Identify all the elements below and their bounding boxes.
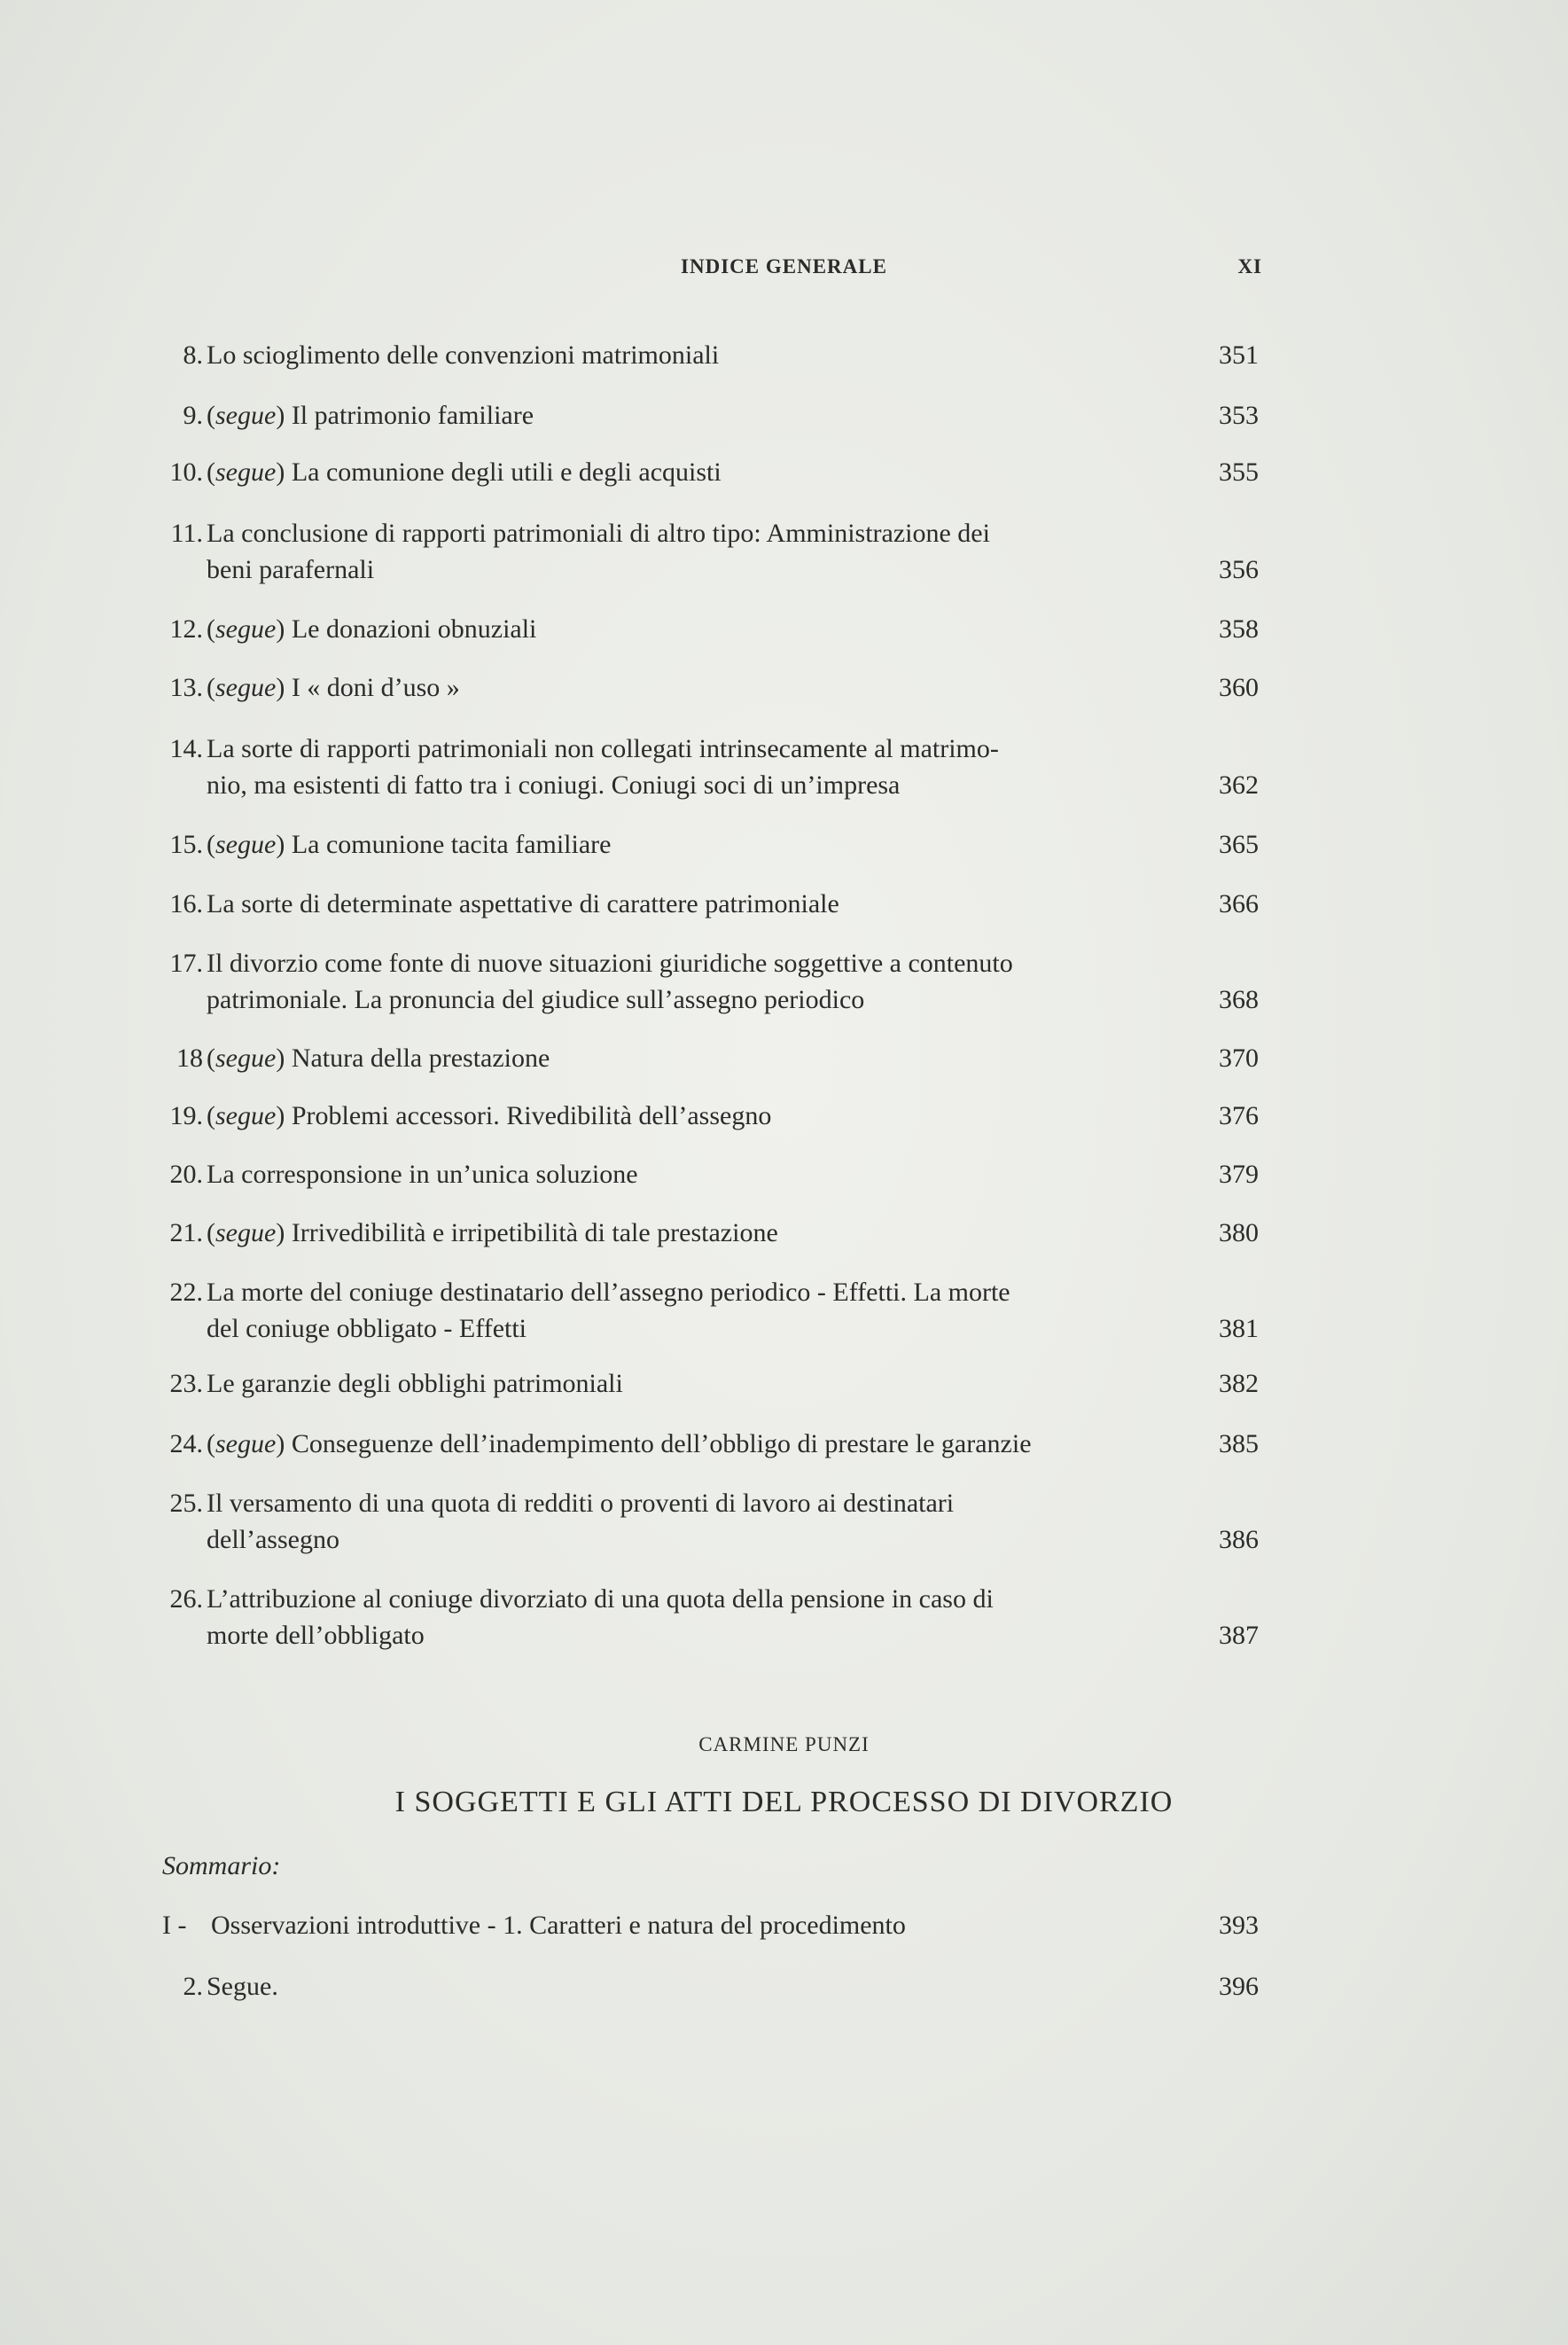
entry-text: La sorte di rapporti patrimoniali non collegati intrinsecamente al matrimo-	[207, 734, 999, 763]
entry-text: La comunione degli utili e degli acquisti	[291, 457, 722, 487]
entry-page-number: 365	[1219, 830, 1259, 859]
entry-text-line: (segue) Il patrimonio familiare	[207, 401, 534, 430]
entry-text: del coniuge obbligato - Effetti	[207, 1314, 527, 1343]
entry-page-number: 356	[1219, 555, 1259, 584]
entry-text: Segue.	[207, 1972, 278, 2001]
entry-text-line	[207, 1968, 1190, 2005]
entry-number: 8.	[183, 340, 203, 370]
entry-page-number: 376	[1219, 1101, 1259, 1130]
segue-label: segue	[215, 1429, 277, 1458]
entry-number: 14.	[169, 734, 203, 763]
entry-text: Conseguenze dell’inadempimento dell’obbligo di prestare le garanzie	[291, 1429, 1032, 1458]
entry-text-line	[207, 1617, 1190, 1653]
entry-text-line	[207, 1310, 1190, 1347]
entry-page-number: 368	[1219, 985, 1259, 1014]
entry-page-number: 396	[1219, 1972, 1259, 2001]
entry-text-line	[207, 551, 1190, 588]
entry-text-line	[207, 337, 1190, 373]
entry-number: 16.	[169, 889, 203, 918]
entry-text-line	[211, 1907, 1195, 1943]
entry-text-line	[207, 1365, 1190, 1402]
entry-text-line	[207, 886, 1190, 922]
segue-label: segue	[215, 830, 277, 859]
entry-number: 26.	[169, 1584, 203, 1614]
entry-text: Le donazioni obnuziali	[291, 614, 537, 644]
entry-text-line: (segue) La comunione degli utili e degli acquisti	[207, 457, 722, 487]
entry-text-line	[207, 981, 1190, 1018]
entry-text: La comunione tacita familiare	[291, 830, 612, 859]
entry-page-number: 366	[1219, 889, 1259, 918]
entry-text-line	[207, 731, 1190, 767]
entry-number: 2.	[183, 1972, 203, 2001]
entry-number: 23.	[169, 1369, 203, 1398]
entry-text: Il divorzio come fonte di nuove situazioni giuridiche soggettive a contenuto	[207, 949, 1013, 978]
entry-number: 10.	[169, 457, 203, 487]
entry-page-number: 351	[1219, 340, 1259, 370]
entry-page-number: 386	[1219, 1525, 1259, 1554]
segue-label: segue	[215, 1044, 277, 1073]
entry-text: Irrivedibilità e irripetibilità di tale prestazione	[291, 1218, 778, 1247]
entry-number: 11.	[170, 519, 203, 548]
entry-number: 9.	[183, 401, 203, 430]
entry-page-number: 382	[1219, 1369, 1259, 1398]
entry-number: 12.	[169, 614, 203, 644]
entry-number: 24.	[169, 1429, 203, 1458]
entry-page-number: 379	[1219, 1160, 1259, 1189]
entry-number: 17.	[169, 949, 203, 978]
entry-text-line: (segue) Natura della prestazione	[207, 1044, 550, 1073]
segue-label: segue	[215, 673, 277, 702]
entry-text: Le garanzie degli obblighi patrimoniali	[207, 1369, 623, 1398]
entry-number: 22.	[169, 1278, 203, 1307]
entry-text: La sorte di determinate aspettative di carattere patrimoniale	[207, 889, 839, 918]
section-author: CARMINE PUNZI	[698, 1733, 870, 1755]
entry-page-number: 362	[1219, 770, 1259, 800]
entry-page-number: 370	[1219, 1044, 1259, 1073]
entry-text: morte dell’obbligato	[207, 1621, 425, 1650]
entry-number: 13.	[169, 673, 203, 702]
entry-number: I -	[162, 1911, 187, 1940]
entry-text-line	[207, 1274, 1190, 1310]
entry-text-line: (segue) Le donazioni obnuziali	[207, 614, 537, 644]
entry-number: 19.	[169, 1101, 203, 1130]
entry-text: La corresponsione in un’unica soluzione	[207, 1160, 638, 1189]
entry-text: Osservazioni introduttive - 1. Caratteri e natura del procedimento	[211, 1911, 906, 1940]
entry-page-number: 358	[1219, 614, 1259, 644]
entry-text-line: (segue) Irrivedibilità e irripetibilità di tale prestazione	[207, 1218, 778, 1247]
entry-text: Lo scioglimento delle convenzioni matrimoniali	[207, 340, 720, 370]
entry-text: La morte del coniuge destinatario dell’assegno periodico - Effetti. La morte	[207, 1278, 1010, 1307]
entry-page-number: 385	[1219, 1429, 1259, 1458]
entry-page-number: 360	[1219, 673, 1259, 702]
summary-label: Sommario:	[162, 1851, 281, 1880]
running-header-title: INDICE GENERALE	[681, 255, 887, 277]
section-title: I SOGGETTI E GLI ATTI DEL PROCESSO DI DIVORZIO	[394, 1786, 1174, 1818]
entry-text: nio, ma esistenti di fatto tra i coniugi. Coniugi soci di un’impresa	[207, 770, 901, 800]
entry-page-number: 380	[1219, 1218, 1259, 1247]
segue-label: segue	[215, 614, 277, 644]
entry-page-number: 355	[1219, 457, 1259, 487]
entry-number: 18	[176, 1044, 203, 1073]
entry-page-number: 393	[1219, 1911, 1259, 1940]
entry-text-line: (segue) I « doni d’uso »	[207, 673, 460, 702]
segue-label: segue	[215, 1101, 277, 1130]
entry-text: L’attribuzione al coniuge divorziato di una quota della pensione in caso di	[207, 1584, 994, 1614]
entry-text: patrimoniale. La pronuncia del giudice sull’assegno periodico	[207, 985, 865, 1014]
entry-text-line	[207, 945, 1190, 981]
entry-text-line: (segue) Problemi accessori. Rivedibilità dell’assegno	[207, 1101, 772, 1130]
entry-text-line: (segue) La comunione tacita familiare	[207, 830, 612, 859]
entry-text: Problemi accessori. Rivedibilità dell’assegno	[291, 1101, 772, 1130]
entry-text: beni parafernali	[207, 555, 375, 584]
segue-label: segue	[215, 401, 277, 430]
entry-text: I « doni d’uso »	[291, 673, 460, 702]
entry-text-line	[207, 1521, 1190, 1558]
segue-label: segue	[215, 1218, 277, 1247]
entry-page-number: 381	[1219, 1314, 1259, 1343]
entry-text: Natura della prestazione	[291, 1044, 550, 1073]
entry-text: dell’assegno	[207, 1525, 339, 1554]
segue-label: segue	[215, 457, 277, 487]
entry-number: 25.	[169, 1489, 203, 1518]
entry-page-number: 387	[1219, 1621, 1259, 1650]
entry-text-line	[207, 1485, 1190, 1521]
entry-text-line	[207, 515, 1190, 551]
entry-text-line	[207, 1581, 1190, 1617]
entry-text-line	[207, 1156, 1190, 1192]
entry-text: La conclusione di rapporti patrimoniali di altro tipo: Amministrazione dei	[207, 519, 990, 548]
entry-number: 21.	[169, 1218, 203, 1247]
entry-text: Il versamento di una quota di redditi o proventi di lavoro ai destinatari	[207, 1489, 955, 1518]
entry-page-number: 353	[1219, 401, 1259, 430]
entry-number: 15.	[169, 830, 203, 859]
entry-text: Il patrimonio familiare	[291, 401, 534, 430]
entry-text-line	[207, 767, 1190, 803]
entry-number: 20.	[169, 1160, 203, 1189]
entry-text-line: (segue) Conseguenze dell’inadempimento dell’obbligo di prestare le garanzie	[207, 1429, 1032, 1458]
running-header-page-number: XI	[1237, 255, 1262, 277]
